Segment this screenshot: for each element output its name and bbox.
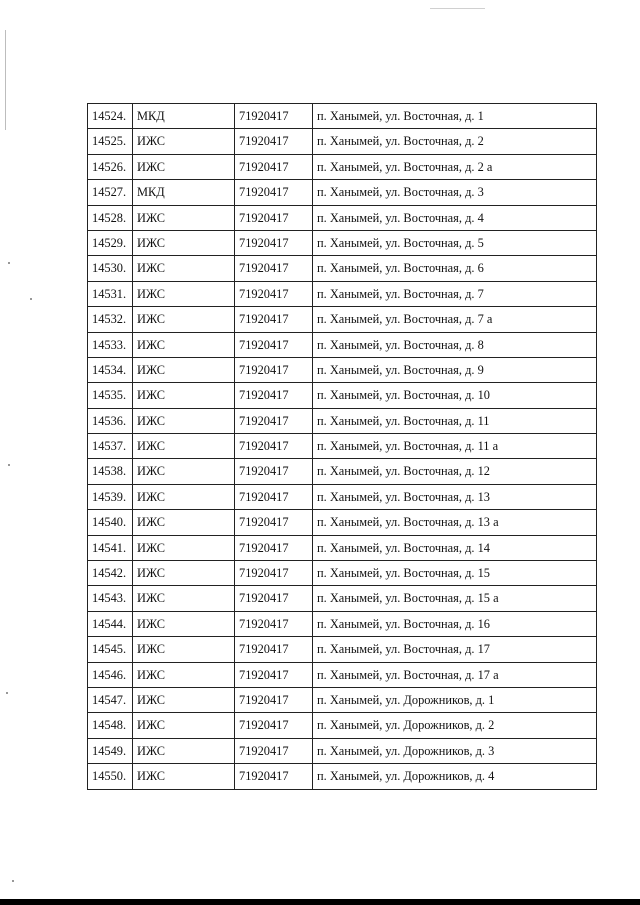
address: п. Ханымей, ул. Восточная, д. 11 <box>313 408 597 433</box>
building-type: ИЖС <box>133 256 235 281</box>
registry-table-body <box>88 104 597 790</box>
scan-speck <box>30 298 32 300</box>
oktmo-code: 71920417 <box>235 383 313 408</box>
row-number: 14532. <box>88 307 133 332</box>
oktmo-code: 71920417 <box>235 230 313 255</box>
oktmo-code: 71920417 <box>235 586 313 611</box>
scan-speck <box>12 880 14 882</box>
scan-speck <box>8 262 10 264</box>
address: п. Ханымей, ул. Восточная, д. 17 а <box>313 662 597 687</box>
address: п. Ханымей, ул. Восточная, д. 12 <box>313 459 597 484</box>
table-row <box>88 256 597 281</box>
oktmo-code: 71920417 <box>235 611 313 636</box>
row-number: 14537. <box>88 434 133 459</box>
building-type: ИЖС <box>133 535 235 560</box>
row-number: 14529. <box>88 230 133 255</box>
oktmo-code: 71920417 <box>235 281 313 306</box>
table-row <box>88 281 597 306</box>
row-number: 14550. <box>88 764 133 789</box>
address: п. Ханымей, ул. Восточная, д. 6 <box>313 256 597 281</box>
table-row <box>88 357 597 382</box>
scan-speck <box>8 464 10 466</box>
table-row <box>88 484 597 509</box>
oktmo-code: 71920417 <box>235 434 313 459</box>
table-row <box>88 662 597 687</box>
row-number: 14548. <box>88 713 133 738</box>
address: п. Ханымей, ул. Восточная, д. 13 а <box>313 510 597 535</box>
building-type: ИЖС <box>133 154 235 179</box>
building-type: ИЖС <box>133 637 235 662</box>
registry-table-wrapper <box>87 103 597 790</box>
address: п. Ханымей, ул. Восточная, д. 10 <box>313 383 597 408</box>
building-type: ИЖС <box>133 611 235 636</box>
building-type: ИЖС <box>133 307 235 332</box>
row-number: 14540. <box>88 510 133 535</box>
address: п. Ханымей, ул. Дорожников, д. 1 <box>313 687 597 712</box>
address: п. Ханымей, ул. Восточная, д. 5 <box>313 230 597 255</box>
address: п. Ханымей, ул. Восточная, д. 14 <box>313 535 597 560</box>
address: п. Ханымей, ул. Восточная, д. 3 <box>313 180 597 205</box>
building-type: ИЖС <box>133 357 235 382</box>
building-type: ИЖС <box>133 738 235 763</box>
row-number: 14527. <box>88 180 133 205</box>
address: п. Ханымей, ул. Восточная, д. 2 а <box>313 154 597 179</box>
table-row <box>88 611 597 636</box>
building-type: ИЖС <box>133 383 235 408</box>
building-type: ИЖС <box>133 561 235 586</box>
table-row <box>88 205 597 230</box>
building-type: МКД <box>133 104 235 129</box>
table-row <box>88 434 597 459</box>
address: п. Ханымей, ул. Восточная, д. 9 <box>313 357 597 382</box>
oktmo-code: 71920417 <box>235 332 313 357</box>
oktmo-code: 71920417 <box>235 205 313 230</box>
row-number: 14546. <box>88 662 133 687</box>
building-type: ИЖС <box>133 205 235 230</box>
building-type: ИЖС <box>133 764 235 789</box>
building-type: ИЖС <box>133 687 235 712</box>
oktmo-code: 71920417 <box>235 510 313 535</box>
scan-bottom-edge <box>0 899 640 905</box>
address: п. Ханымей, ул. Восточная, д. 7 а <box>313 307 597 332</box>
table-row <box>88 738 597 763</box>
oktmo-code: 71920417 <box>235 561 313 586</box>
address: п. Ханымей, ул. Дорожников, д. 4 <box>313 764 597 789</box>
building-type: ИЖС <box>133 332 235 357</box>
oktmo-code: 71920417 <box>235 535 313 560</box>
oktmo-code: 71920417 <box>235 408 313 433</box>
oktmo-code: 71920417 <box>235 357 313 382</box>
table-row <box>88 129 597 154</box>
address: п. Ханымей, ул. Восточная, д. 15 а <box>313 586 597 611</box>
address: п. Ханымей, ул. Восточная, д. 17 <box>313 637 597 662</box>
table-row <box>88 764 597 789</box>
oktmo-code: 71920417 <box>235 713 313 738</box>
address: п. Ханымей, ул. Восточная, д. 4 <box>313 205 597 230</box>
building-type: ИЖС <box>133 484 235 509</box>
oktmo-code: 71920417 <box>235 154 313 179</box>
oktmo-code: 71920417 <box>235 129 313 154</box>
building-type: ИЖС <box>133 281 235 306</box>
building-type: ИЖС <box>133 586 235 611</box>
row-number: 14531. <box>88 281 133 306</box>
row-number: 14536. <box>88 408 133 433</box>
address: п. Ханымей, ул. Дорожников, д. 3 <box>313 738 597 763</box>
oktmo-code: 71920417 <box>235 484 313 509</box>
table-row <box>88 332 597 357</box>
address: п. Ханымей, ул. Восточная, д. 16 <box>313 611 597 636</box>
address: п. Ханымей, ул. Дорожников, д. 2 <box>313 713 597 738</box>
table-row <box>88 180 597 205</box>
oktmo-code: 71920417 <box>235 307 313 332</box>
table-row <box>88 307 597 332</box>
row-number: 14541. <box>88 535 133 560</box>
address: п. Ханымей, ул. Восточная, д. 2 <box>313 129 597 154</box>
address-registry-table <box>87 103 597 790</box>
building-type: МКД <box>133 180 235 205</box>
row-number: 14526. <box>88 154 133 179</box>
building-type: ИЖС <box>133 408 235 433</box>
table-row <box>88 383 597 408</box>
building-type: ИЖС <box>133 713 235 738</box>
row-number: 14533. <box>88 332 133 357</box>
row-number: 14544. <box>88 611 133 636</box>
row-number: 14543. <box>88 586 133 611</box>
oktmo-code: 71920417 <box>235 764 313 789</box>
table-row <box>88 459 597 484</box>
table-row <box>88 104 597 129</box>
table-row <box>88 586 597 611</box>
row-number: 14549. <box>88 738 133 763</box>
oktmo-code: 71920417 <box>235 637 313 662</box>
row-number: 14524. <box>88 104 133 129</box>
row-number: 14530. <box>88 256 133 281</box>
oktmo-code: 71920417 <box>235 687 313 712</box>
address: п. Ханымей, ул. Восточная, д. 11 а <box>313 434 597 459</box>
scan-top-mark <box>430 8 485 9</box>
oktmo-code: 71920417 <box>235 104 313 129</box>
row-number: 14547. <box>88 687 133 712</box>
address: п. Ханымей, ул. Восточная, д. 13 <box>313 484 597 509</box>
table-row <box>88 637 597 662</box>
table-row <box>88 510 597 535</box>
oktmo-code: 71920417 <box>235 459 313 484</box>
row-number: 14528. <box>88 205 133 230</box>
scan-margin-line <box>5 30 6 130</box>
row-number: 14534. <box>88 357 133 382</box>
oktmo-code: 71920417 <box>235 738 313 763</box>
table-row <box>88 561 597 586</box>
table-row <box>88 154 597 179</box>
row-number: 14535. <box>88 383 133 408</box>
address: п. Ханымей, ул. Восточная, д. 8 <box>313 332 597 357</box>
address: п. Ханымей, ул. Восточная, д. 7 <box>313 281 597 306</box>
row-number: 14545. <box>88 637 133 662</box>
oktmo-code: 71920417 <box>235 662 313 687</box>
row-number: 14542. <box>88 561 133 586</box>
oktmo-code: 71920417 <box>235 180 313 205</box>
row-number: 14525. <box>88 129 133 154</box>
row-number: 14538. <box>88 459 133 484</box>
address: п. Ханымей, ул. Восточная, д. 15 <box>313 561 597 586</box>
building-type: ИЖС <box>133 129 235 154</box>
building-type: ИЖС <box>133 510 235 535</box>
table-row <box>88 535 597 560</box>
scan-speck <box>6 692 8 694</box>
row-number: 14539. <box>88 484 133 509</box>
address: п. Ханымей, ул. Восточная, д. 1 <box>313 104 597 129</box>
oktmo-code: 71920417 <box>235 256 313 281</box>
building-type: ИЖС <box>133 662 235 687</box>
building-type: ИЖС <box>133 230 235 255</box>
table-row <box>88 408 597 433</box>
table-row <box>88 713 597 738</box>
building-type: ИЖС <box>133 459 235 484</box>
building-type: ИЖС <box>133 434 235 459</box>
table-row <box>88 687 597 712</box>
table-row <box>88 230 597 255</box>
